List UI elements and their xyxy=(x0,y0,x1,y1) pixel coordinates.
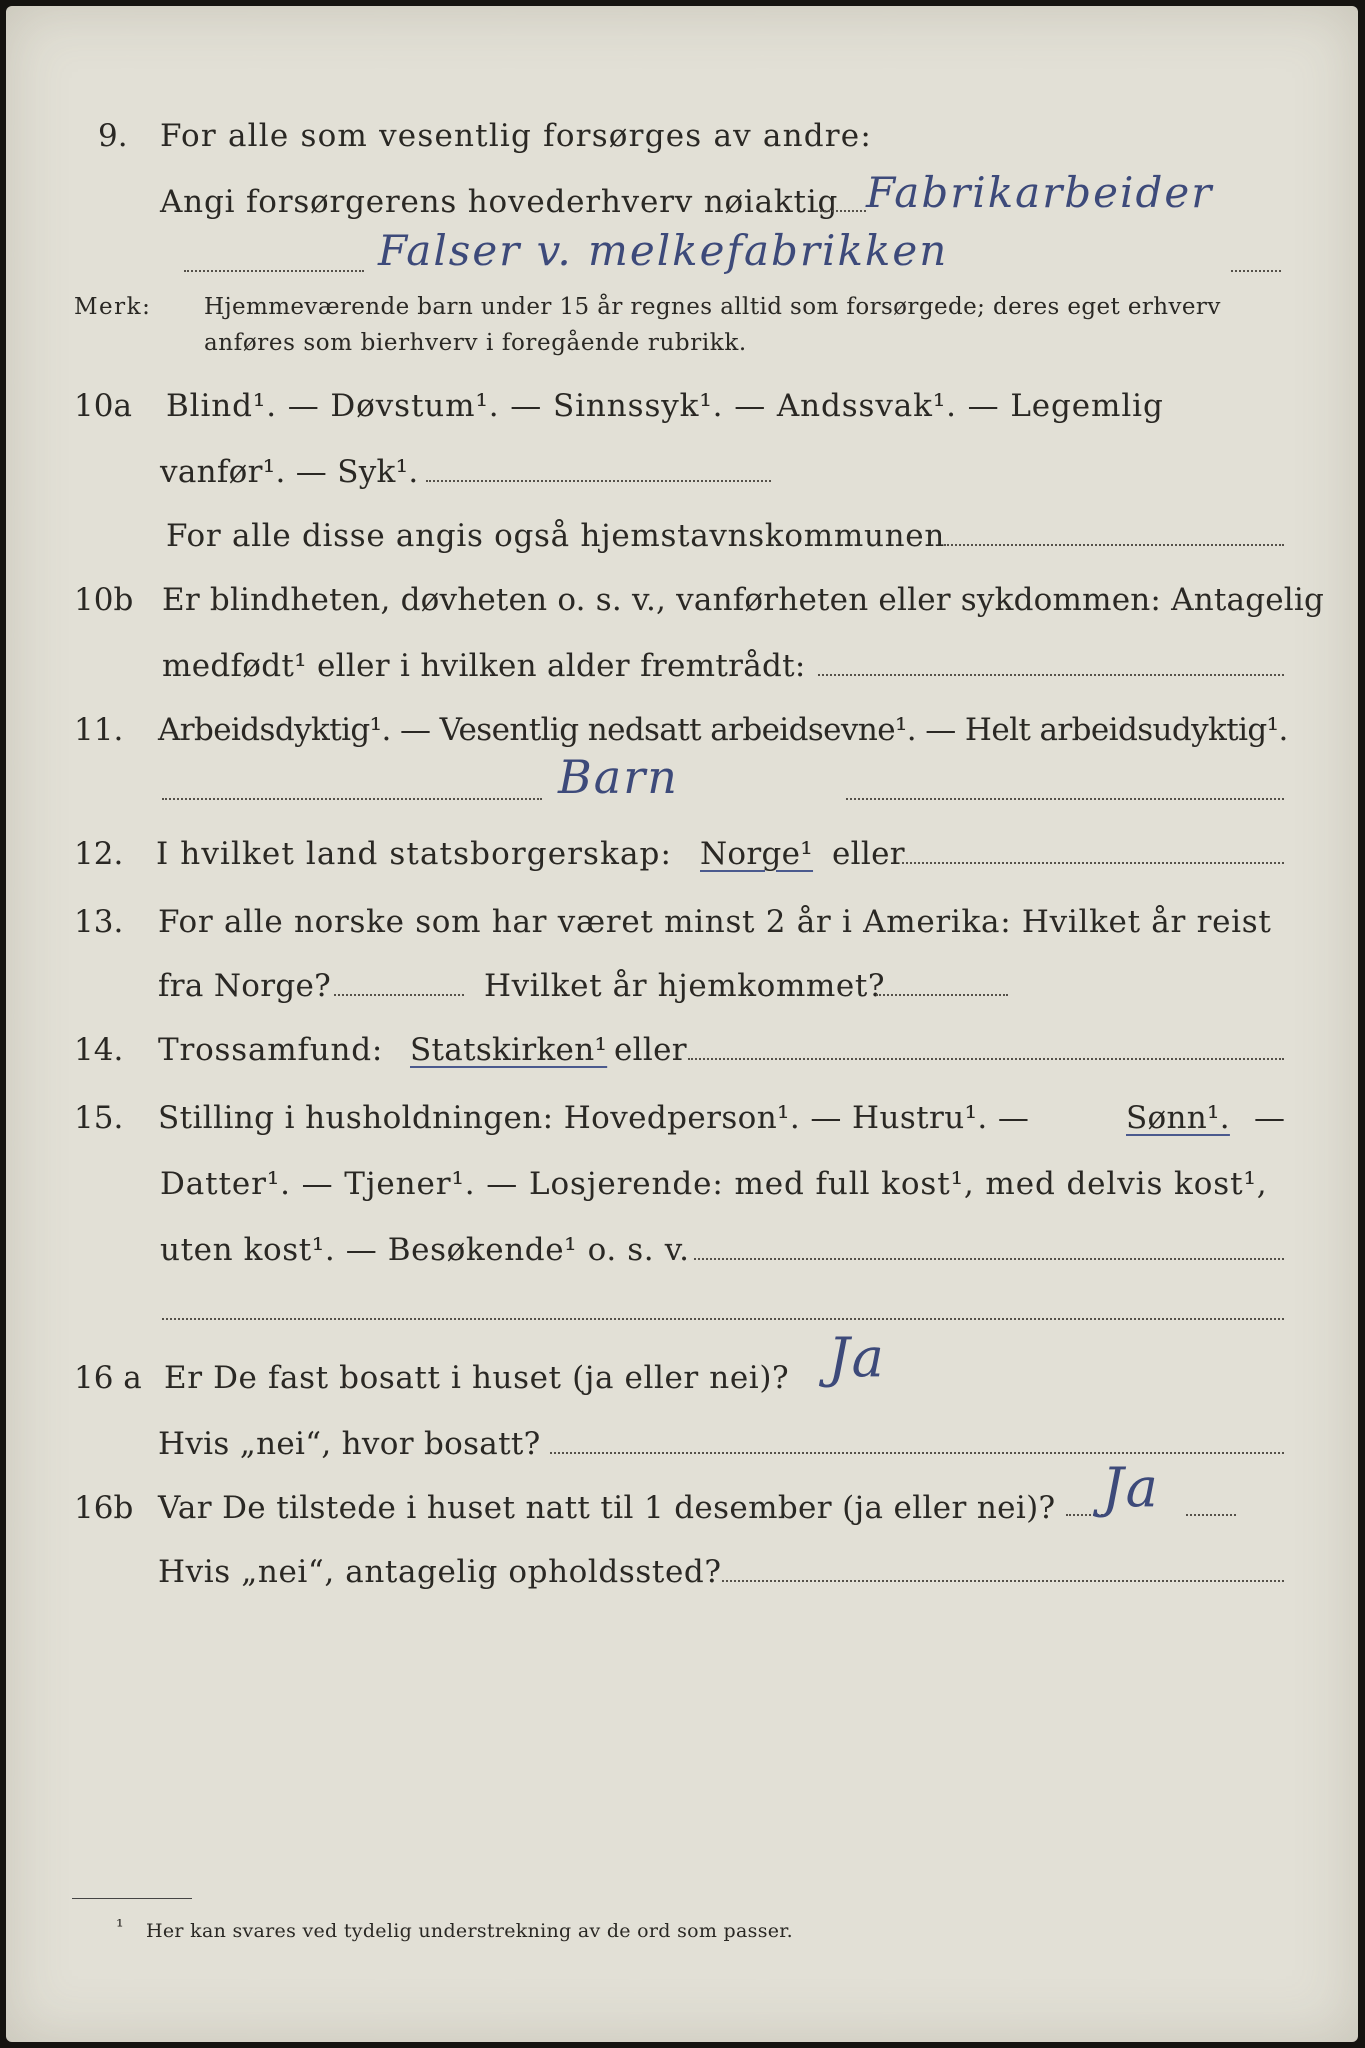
merk-label: Merk: xyxy=(74,294,152,320)
footnote-rule xyxy=(72,1898,192,1899)
q16b-line2: Hvis „nei“, antagelig opholdssted? xyxy=(158,1554,722,1590)
q11-number: 11. xyxy=(74,712,124,748)
q10a-line1: Blind¹. — Døvstum¹. — Sinnssyk¹. — Andssvak¹. — Legemlig xyxy=(166,388,1164,424)
q16b-dotted-line-3 xyxy=(722,1580,1284,1582)
q9-number: 9. xyxy=(98,118,128,154)
q10a-number: 10a xyxy=(74,388,132,424)
q15-sonn-underlined: Sønn¹. xyxy=(1126,1100,1230,1136)
q16a-number: 16 a xyxy=(74,1360,142,1396)
q13-number: 13. xyxy=(74,904,124,940)
q10b-line1: Er blindheten, døvheten o. s. v., vanførheten eller sykdommen: Antagelig xyxy=(162,582,1325,618)
q15-line2: Datter¹. — Tjener¹. — Losjerende: med full kost¹, med delvis kost¹, xyxy=(160,1166,1268,1202)
q9-line2: Angi forsørgerens hovederhverv nøiaktig xyxy=(160,184,839,220)
q10b-number: 10b xyxy=(74,582,134,618)
q14-number: 14. xyxy=(74,1032,124,1068)
q10a-line3: For alle disse angis også hjemstavnskommunen xyxy=(166,518,945,554)
q11-dotted-line-1 xyxy=(162,798,542,800)
q9-handwritten-answer-2: Falser v. melkefabrikken xyxy=(378,226,949,275)
q9-dotted-line-2 xyxy=(184,270,364,272)
q15-line1a: Stilling i husholdningen: Hovedperson¹. — Hustru¹. — xyxy=(158,1100,1030,1136)
q12-text-b: eller xyxy=(832,836,905,872)
q14-statskirken-underlined: Statskirken¹ xyxy=(410,1032,608,1068)
q10a-dotted-line-2 xyxy=(944,544,1284,546)
q16a-line2: Hvis „nei“, hvor bosatt? xyxy=(158,1426,541,1462)
q10a-line2: vanfør¹. — Syk¹. xyxy=(160,454,419,490)
q14-text-a: Trossamfund: xyxy=(158,1032,384,1068)
q10b-dotted-line xyxy=(818,674,1284,676)
q14-dotted-line xyxy=(688,1058,1284,1060)
q11-dotted-line-2 xyxy=(846,798,1284,800)
footnote-text: Her kan svares ved tydelig understrekning av de ord som passer. xyxy=(146,1920,793,1942)
q16b-handwritten-answer: Ja xyxy=(1102,1456,1160,1519)
q16a-dotted-line xyxy=(550,1452,1284,1454)
q12-number: 12. xyxy=(74,836,124,872)
q13-line2a: fra Norge? xyxy=(158,968,332,1004)
q12-dotted-line xyxy=(902,862,1284,864)
merk-line2: anføres som bierhverv i foregående rubrikk. xyxy=(204,330,747,356)
q15-dotted-line-2 xyxy=(162,1318,1284,1320)
q16b-dotted-line-2 xyxy=(1186,1514,1236,1516)
q16b-number: 16b xyxy=(74,1490,134,1526)
q10a-dotted-line-1 xyxy=(426,480,771,482)
q15-number: 15. xyxy=(74,1100,124,1136)
q14-text-b: eller xyxy=(614,1032,687,1068)
q15-line3: uten kost¹. — Besøkende¹ o. s. v. xyxy=(160,1232,690,1268)
q12-text-a: I hvilket land statsborgerskap: xyxy=(156,836,673,872)
q16a-handwritten-answer: Ja xyxy=(828,1326,886,1389)
q16a-line1: Er De fast bosatt i huset (ja eller nei)? xyxy=(164,1360,790,1396)
q15-line1b: — xyxy=(1254,1100,1286,1136)
q11-handwritten-answer: Barn xyxy=(558,750,679,804)
q13-dotted-line-2 xyxy=(876,994,1008,996)
q15-dotted-line-1 xyxy=(694,1258,1284,1260)
q13-line2b: Hvilket år hjemkommet? xyxy=(484,968,886,1004)
q16b-dotted-line-1 xyxy=(1066,1514,1106,1516)
q9-dotted-line-3 xyxy=(1231,270,1281,272)
q9-dotted-line-1 xyxy=(816,210,866,212)
q9-handwritten-answer-1: Fabrikarbeider xyxy=(866,168,1214,217)
q12-norge-underlined: Norge¹ xyxy=(700,836,814,872)
q11-line1: Arbeidsdyktig¹. — Vesentlig nedsatt arbeidsevne¹. — Helt arbeidsudyktig¹. xyxy=(158,712,1288,748)
census-form-page xyxy=(6,6,1358,2042)
q13-line1: For alle norske som har været minst 2 år i Amerika: Hvilket år reist xyxy=(158,904,1272,940)
q9-line1: For alle som vesentlig forsørges av andre: xyxy=(160,118,872,154)
q10b-line2: medfødt¹ eller i hvilken alder fremtrådt: xyxy=(162,648,806,684)
q16b-line1: Var De tilstede i huset natt til 1 desember (ja eller nei)? xyxy=(158,1490,1056,1526)
merk-line1: Hjemmeværende barn under 15 år regnes alltid som forsørgede; deres eget erhverv xyxy=(204,294,1221,320)
q13-dotted-line-1 xyxy=(334,994,464,996)
footnote-mark: ¹ xyxy=(116,1916,124,1938)
